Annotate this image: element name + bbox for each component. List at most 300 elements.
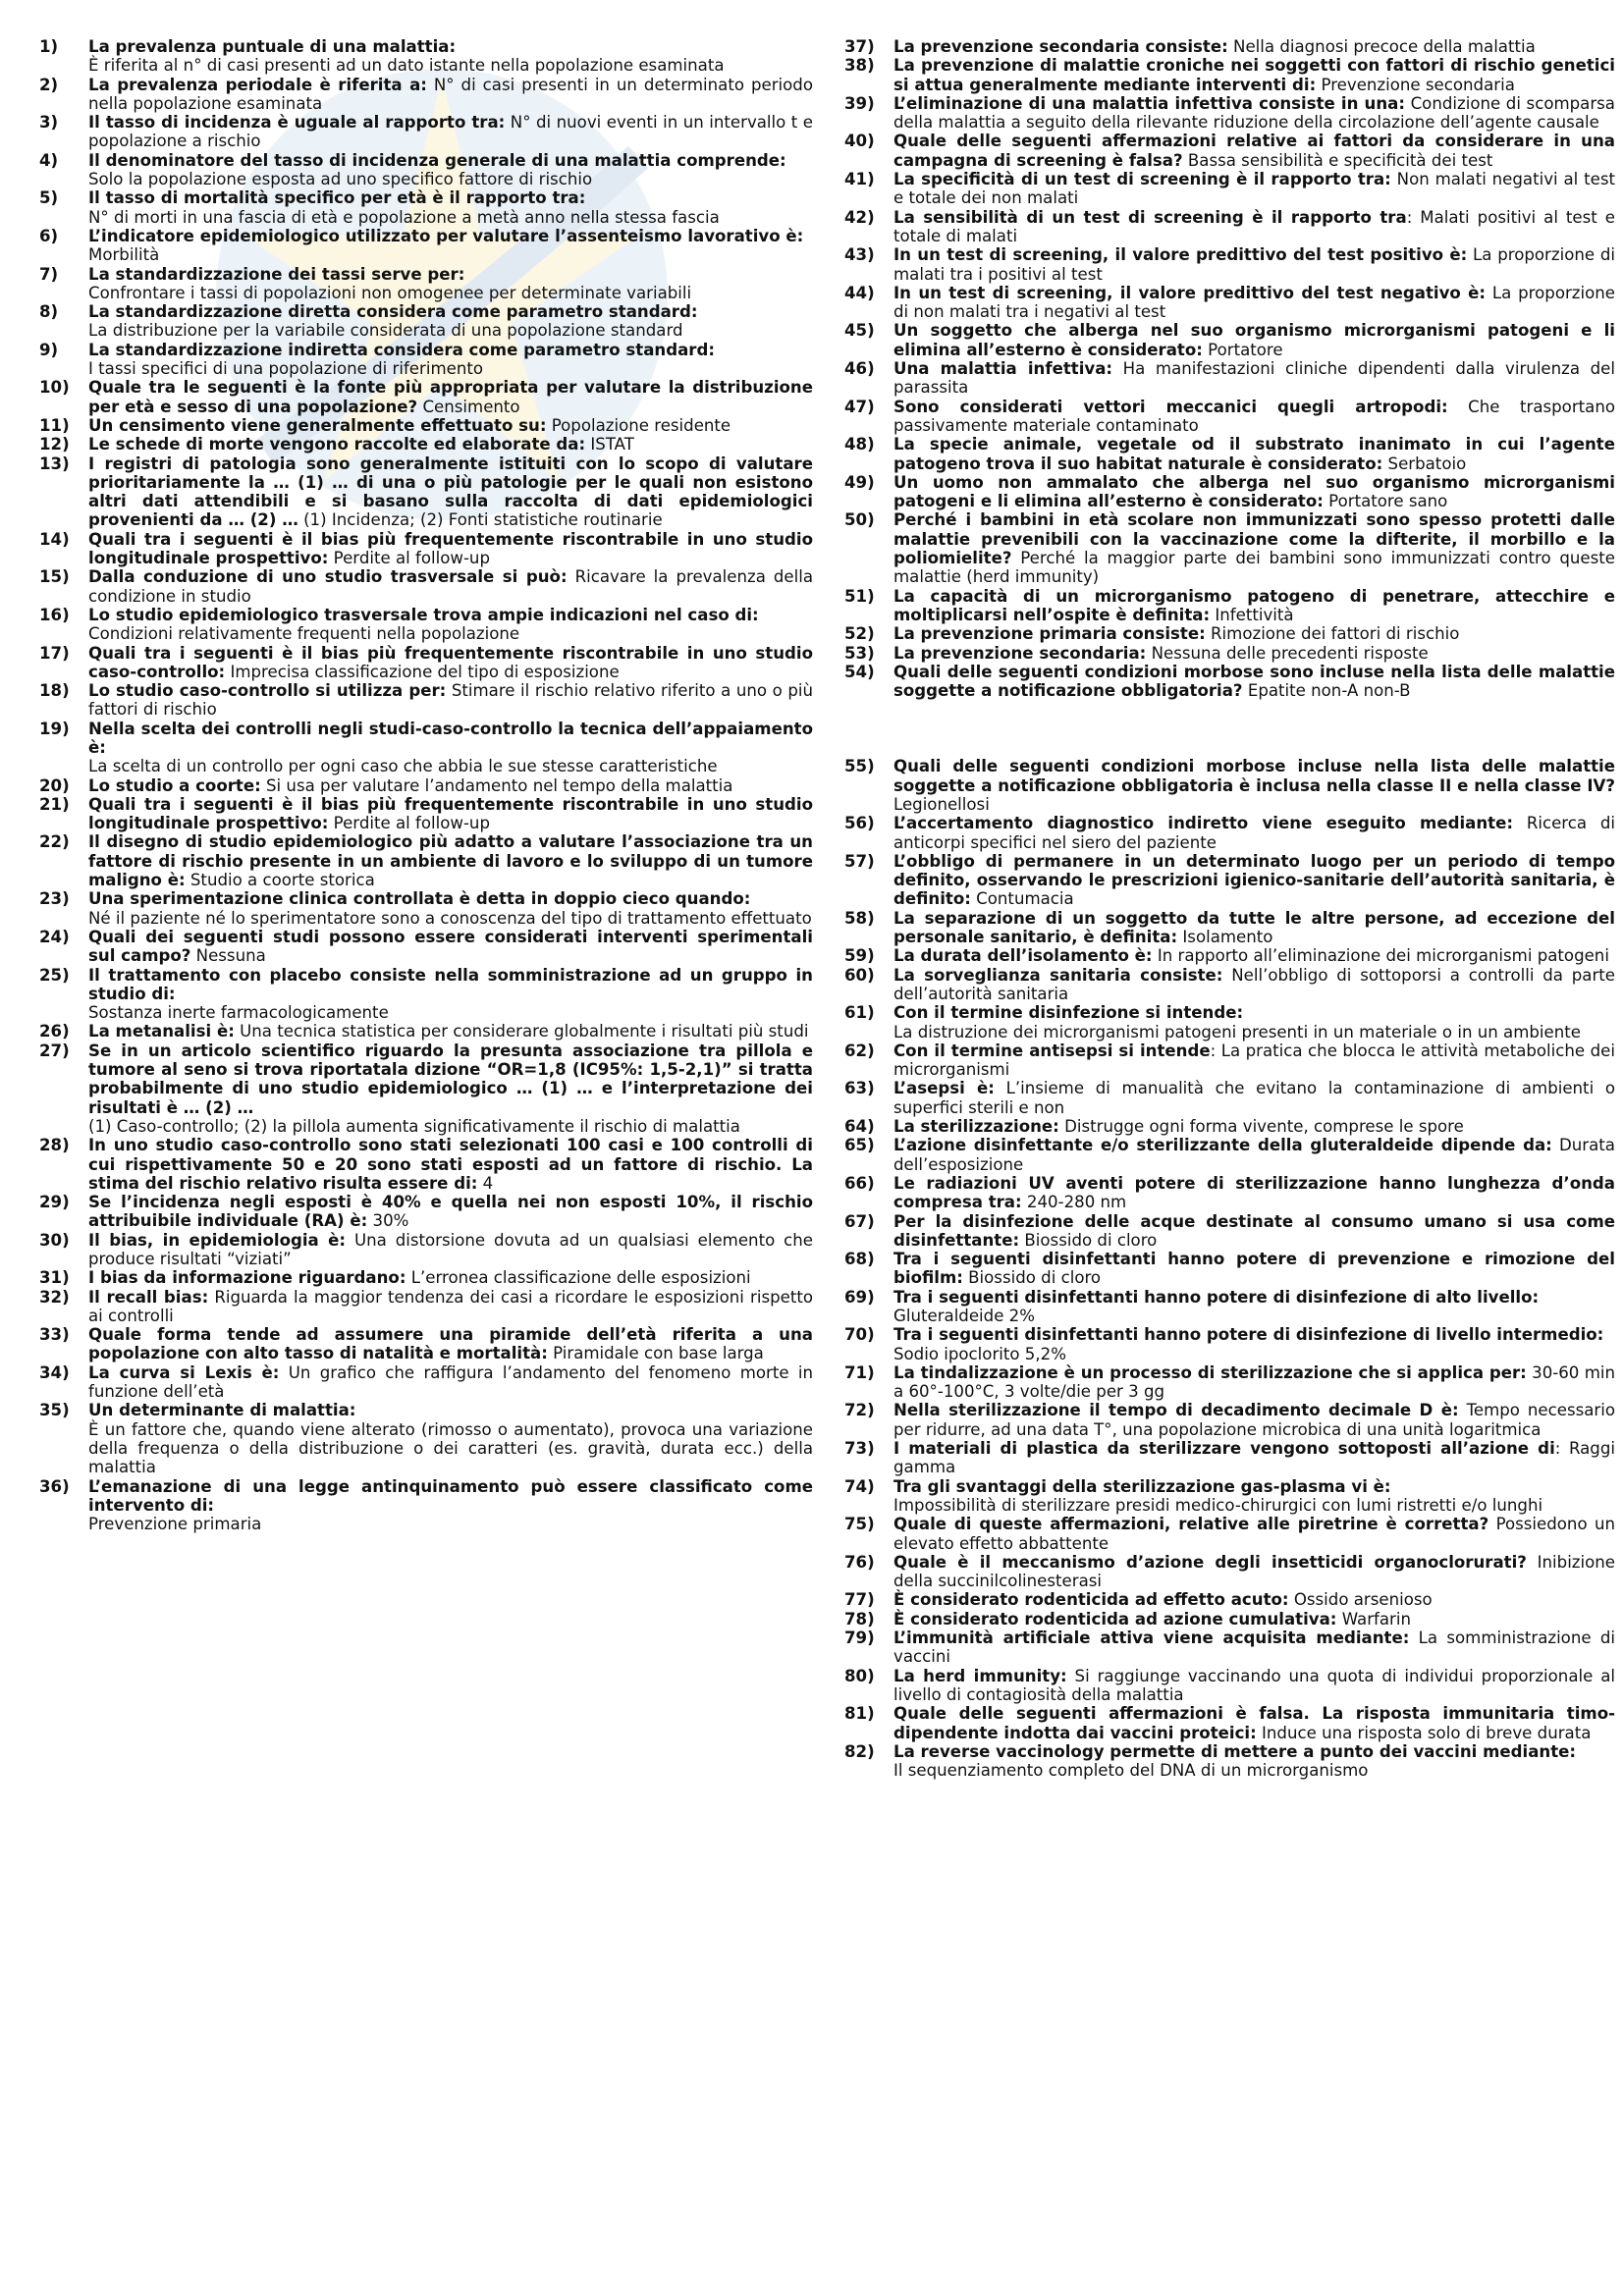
question-text: Tra i seguenti disinfettanti hanno potere di disinfezione di alto livello:	[893, 1287, 1540, 1307]
question-item	[39, 265, 813, 303]
question-item	[844, 1553, 1615, 1591]
question-text: La standardizzazione dei tassi serve per:	[88, 264, 465, 284]
question-item	[844, 1477, 1615, 1516]
question-text: In uno studio caso-controllo sono stati selezionati 100 casi e 100 controlli di cui rispettivamente 50 e 20 sono stati esposti ad un fattore di rischio. La stima del rischio relativo risulta essere di:	[88, 1136, 813, 1193]
question-item	[39, 1325, 813, 1363]
question-text: Quali delle seguenti condizioni morbose sono incluse nella lista delle malattie soggette a notificazione obbligatoria?	[893, 662, 1615, 701]
question-text: Il tasso di mortalità specifico per età è il rapporto tra:	[88, 188, 586, 208]
answer-text: Non malati negativi al test e totale dei non malati	[893, 170, 1615, 208]
question-item	[39, 889, 813, 928]
question-number: 47)	[844, 397, 875, 416]
question-text: È considerato rodenticida ad azione cumulativa:	[893, 1609, 1337, 1629]
answer-text: Induce una risposta solo di breve durata	[1256, 1723, 1592, 1742]
question-text: La sensibilità di un test di screening è il rapporto tra	[893, 207, 1407, 227]
question-text: Lo studio epidemiologico trasversale trova ampie indicazioni nel caso di:	[88, 605, 759, 624]
question-text: Il tasso di incidenza è uguale al rapporto tra:	[88, 113, 506, 133]
answer-text: Nessuna delle precedenti risposte	[1146, 643, 1429, 663]
question-item	[844, 966, 1615, 1004]
question-number: 20)	[39, 775, 70, 795]
question-number: 77)	[844, 1590, 875, 1610]
question-number: 43)	[844, 245, 875, 265]
question-text: L’indicatore epidemiologico utilizzato per valutare l’assenteismo lavorativo è:	[88, 226, 804, 245]
question-text: L’emanazione di una legge antinquinamento può essere classificato come intervento di:	[88, 1476, 813, 1515]
question-text: Il recall bias:	[88, 1287, 209, 1307]
answer-text: Studio a coorte storica	[185, 871, 375, 890]
question-item	[844, 1401, 1615, 1439]
question-item	[844, 1136, 1615, 1174]
question-text: Quale forma tende ad assumere una piramide dell’età riferita a una popolazione con alto tasso di natalità e mortalità:	[88, 1325, 813, 1363]
answer-text: Tempo necessario per ridurre, ad una data T°, una popolazione microbica di una unità logaritmica	[893, 1401, 1615, 1439]
question-text: Il disegno di studio epidemiologico più adatto a valutare l’associazione tra un fattore di rischio presente in un ambiente di lavoro e lo sviluppo di un tumore maligno è:	[88, 832, 813, 890]
question-text: Tra i seguenti disinfettanti hanno potere di prevenzione e rimozione del biofilm:	[893, 1250, 1615, 1288]
question-text: I bias da informazione riguardano:	[88, 1268, 406, 1288]
question-item	[39, 1363, 813, 1402]
question-item	[39, 606, 813, 644]
question-item	[39, 76, 813, 114]
question-item	[39, 1231, 813, 1269]
answer-text: Nessuna	[190, 946, 266, 966]
answer-text: Solo la popolazione esposta ad uno specifico fattore di rischio	[88, 170, 593, 189]
question-text: Quali tra i seguenti è il bias più frequentemente riscontrabile in uno studio caso-controllo:	[88, 643, 813, 681]
question-item	[39, 1022, 813, 1041]
question-number: 10)	[39, 378, 70, 398]
question-number: 73)	[844, 1439, 875, 1459]
question-number: 80)	[844, 1666, 875, 1685]
question-item	[844, 208, 1615, 246]
answer-text: Nell’obbligo di sottoporsi a controlli da parte dell’autorità sanitaria	[893, 965, 1615, 1003]
answer-text: La distribuzione per la variabile considerata di una popolazione standard	[88, 321, 683, 341]
answer-text: Morbilità	[88, 245, 160, 265]
answer-text: Gluteraldeide 2%	[893, 1307, 1035, 1325]
question-item	[844, 1003, 1615, 1041]
question-text: Se in un articolo scientifico riguardo la presunta associazione tra pillola e tumore al seno si trova riportatala dizione “OR=1,8 (IC95%: 1,5-2,1)” si tratta probabilmente di uno studio epidemiologico … (1) … e l’interpretazione dei risultati è … (2) …	[88, 1041, 813, 1117]
question-item	[844, 510, 1615, 586]
question-number: 19)	[39, 719, 70, 738]
answer-text: 30-60 min a 60°-100°C, 3 volte/die per 3 gg	[893, 1362, 1615, 1402]
answer-text: Ha manifestazioni cliniche dipendenti dalla virulenza del parassita	[893, 359, 1616, 398]
answer-text: La distruzione dei microrganismi patogeni presenti in un materiale o in un ambiente	[893, 1022, 1581, 1041]
question-item	[844, 473, 1615, 511]
question-item	[844, 1288, 1615, 1326]
answer-text: Né il paziente né lo sperimentatore sono a conoscenza del tipo di trattamento effettuato	[88, 908, 812, 928]
right-column	[844, 37, 1615, 1780]
question-text: Con il termine disinfezione si intende:	[893, 1003, 1244, 1023]
question-item	[39, 435, 813, 454]
question-item	[844, 946, 1615, 965]
question-number: 68)	[844, 1250, 875, 1269]
question-number: 63)	[844, 1079, 875, 1098]
answer-text: Ricavare la prevalenza della condizione in studio	[88, 567, 813, 606]
question-item	[39, 227, 813, 265]
answer-text: Sodio ipoclorito 5,2%	[893, 1344, 1066, 1363]
question-item	[844, 1325, 1615, 1363]
column-gap	[844, 700, 1615, 757]
question-text: La prevenzione di malattie croniche nei soggetti con fattori di rischio genetici si attua generalmente mediante interventi di:	[893, 56, 1615, 94]
answer-text: In rapporto all’eliminazione dei microrganismi patogeni	[1152, 946, 1609, 966]
question-item	[844, 909, 1615, 947]
question-number: 59)	[844, 946, 875, 966]
answer-text: : La pratica che blocca le attività metaboliche dei microrganismi	[893, 1041, 1615, 1080]
question-item	[844, 852, 1615, 909]
answer-text: Impossibilità di sterilizzare presidi medico-chirurgici con lumi ristretti e/o lunghi	[893, 1495, 1543, 1515]
answer-text: Che trasportano passivamente materiale contaminato	[893, 397, 1616, 435]
question-item	[844, 1041, 1615, 1080]
answer-text: Si raggiunge vaccinando una quota di individui proporzionale al livello di contagiosità della malattia	[893, 1666, 1615, 1704]
question-number: 1)	[39, 37, 59, 56]
question-number: 37)	[844, 37, 875, 56]
question-item	[39, 454, 813, 530]
question-number: 40)	[844, 132, 875, 151]
question-number: 3)	[39, 113, 59, 133]
question-text: Nella sterilizzazione il tempo di decadimento decimale D è:	[893, 1401, 1459, 1420]
answer-text: I tassi specifici di una popolazione di riferimento	[88, 359, 484, 379]
question-number: 46)	[844, 359, 875, 379]
answer-text: Perdite al follow-up	[328, 814, 490, 833]
question-item	[844, 1742, 1615, 1781]
answer-text: Contumacia	[970, 889, 1074, 909]
question-number: 7)	[39, 264, 59, 284]
question-item	[844, 624, 1615, 643]
question-text: Le schede di morte vengono raccolte ed elaborate da:	[88, 435, 586, 454]
question-text: La separazione di un soggetto da tutte le altre persone, ad eccezione del personale sanitario, è definita:	[893, 908, 1615, 947]
answer-text: (1) Incidenza; (2) Fonti statistiche routinarie	[298, 510, 663, 530]
question-item	[39, 37, 813, 76]
question-text: La metanalisi è:	[88, 1022, 235, 1041]
question-text: Nella scelta dei controlli negli studi-caso-controllo la tecnica dell’appaiamento è:	[88, 719, 813, 757]
answer-text: N° di morti in una fascia di età e popolazione a metà anno nella stessa fascia	[88, 207, 720, 227]
question-item	[844, 1363, 1615, 1402]
question-item	[844, 435, 1615, 473]
question-text: L’asepsi è:	[893, 1079, 995, 1098]
question-text: Perché i bambini in età scolare non immunizzati sono spesso protetti dalle malattie prevenibili con la vaccinazione come la difterite, il morbillo e la poliomielite?	[893, 510, 1615, 568]
question-text: Se l’incidenza negli esposti è 40% e quella nei non esposti 10%, il rischio attribuibile individuale (RA) è:	[88, 1193, 813, 1231]
question-number: 38)	[844, 56, 875, 76]
answer-text: Isolamento	[1177, 928, 1273, 947]
answer-text: Un grafico che raffigura l’andamento del fenomeno morte in funzione dell’età	[88, 1362, 814, 1402]
question-number: 64)	[844, 1117, 875, 1137]
answer-text: Durata dell’esposizione	[893, 1136, 1615, 1174]
question-number: 16)	[39, 605, 70, 624]
question-item	[39, 928, 813, 966]
question-item	[844, 1212, 1615, 1251]
answer-text: Serbatoio	[1382, 454, 1467, 473]
question-item	[844, 132, 1615, 170]
question-number: 76)	[844, 1552, 875, 1572]
question-number: 41)	[844, 170, 875, 189]
question-number: 58)	[844, 908, 875, 928]
answer-text: Prevenzione secondaria	[1316, 75, 1515, 94]
question-item	[39, 1136, 813, 1193]
question-number: 75)	[844, 1515, 875, 1534]
question-text: La standardizzazione diretta considera come parametro standard:	[88, 302, 698, 322]
question-item	[39, 1477, 813, 1534]
question-item	[39, 832, 813, 889]
question-number: 12)	[39, 435, 70, 454]
question-number: 74)	[844, 1476, 875, 1496]
question-text: Quali tra i seguenti è il bias più frequentemente riscontrabile in uno studio longitudinale prospettivo:	[88, 529, 813, 568]
question-text: I materiali di plastica da sterilizzare vengono sottoposti all’azione di	[893, 1439, 1555, 1459]
question-item	[39, 567, 813, 606]
question-item	[39, 1268, 813, 1287]
answer-text: Una distorsione dovuta ad un qualsiasi elemento che produce risultati “viziati”	[88, 1230, 813, 1268]
answer-text: Riguarda la maggior tendenza dei casi a ricordare le esposizioni rispetto ai controlli	[88, 1287, 814, 1325]
question-number: 29)	[39, 1193, 70, 1212]
question-number: 81)	[844, 1704, 875, 1724]
question-number: 45)	[844, 321, 875, 341]
question-item	[39, 1401, 813, 1476]
question-item	[844, 663, 1615, 701]
answer-text: Inibizione della succinilcolinesterasi	[893, 1552, 1616, 1591]
question-number: 36)	[39, 1476, 70, 1496]
question-number: 5)	[39, 188, 59, 208]
question-number: 33)	[39, 1325, 70, 1345]
answer-text: Possiedono un elevato effetto abbattente	[893, 1515, 1615, 1553]
question-item	[844, 587, 1615, 625]
question-number: 24)	[39, 927, 70, 946]
question-number: 8)	[39, 302, 59, 322]
question-number: 54)	[844, 662, 875, 681]
question-text: Quali dei seguenti studi possono essere considerati interventi sperimentali sul campo?	[88, 927, 813, 966]
answer-text: Sostanza inerte farmacologicamente	[88, 1003, 389, 1023]
question-text: Un censimento viene generalmente effettuato su:	[88, 415, 547, 435]
question-number: 28)	[39, 1136, 70, 1155]
question-number: 18)	[39, 681, 70, 701]
question-number: 55)	[844, 757, 875, 776]
question-item	[844, 56, 1615, 94]
answer-text: Ricerca di anticorpi specifici nel siero del paziente	[893, 814, 1615, 852]
question-number: 52)	[844, 624, 875, 644]
question-item	[39, 188, 813, 227]
answer-text: Condizioni relativamente frequenti nella popolazione	[88, 624, 520, 644]
question-number: 9)	[39, 340, 59, 359]
question-number: 26)	[39, 1022, 70, 1041]
question-text: Tra i seguenti disinfettanti hanno potere di disinfezione di livello intermedio:	[893, 1325, 1604, 1345]
answer-text: Biossido di cloro	[962, 1268, 1102, 1288]
question-number: 49)	[844, 472, 875, 492]
question-text: Lo studio a coorte:	[88, 775, 261, 795]
right-column-part-2	[844, 757, 1615, 1780]
question-text: Sono considerati vettori meccanici quegli artropodi:	[893, 397, 1448, 416]
answer-text: Prevenzione primaria	[88, 1515, 262, 1534]
answer-text: N° di casi presenti in un determinato periodo nella popolazione esaminata	[88, 75, 813, 113]
answer-text: Rimozione dei fattori di rischio	[1205, 624, 1460, 644]
question-number: 53)	[844, 643, 875, 663]
question-number: 25)	[39, 965, 70, 985]
question-number: 2)	[39, 75, 59, 94]
question-number: 62)	[844, 1041, 875, 1060]
question-text: In un test di screening, il valore predittivo del test positivo è:	[893, 245, 1468, 265]
question-item	[39, 416, 813, 435]
question-text: Quale delle seguenti affermazioni relative ai fattori da considerare in una campagna di screening è falsa?	[893, 132, 1615, 170]
question-number: 50)	[844, 510, 875, 530]
answer-text: Stimare il rischio relativo riferito a uno o più fattori di rischio	[88, 681, 813, 720]
answer-text: È un fattore che, quando viene alterato (rimosso o aumentato), provoca una variazione della frequenza o della distribuzione o dei caratteri (es. gravità, durata ecc.) della malattia	[88, 1419, 813, 1477]
question-item	[844, 1590, 1615, 1609]
question-number: 21)	[39, 794, 70, 814]
question-text: Le radiazioni UV aventi potere di sterilizzazione hanno lunghezza d’onda compresa tra:	[893, 1173, 1615, 1212]
answer-text: Censimento	[417, 397, 520, 416]
question-number: 56)	[844, 814, 875, 833]
question-item	[39, 1041, 813, 1136]
question-text: La sterilizzazione:	[893, 1117, 1059, 1137]
question-text: L’accertamento diagnostico indiretto viene eseguito mediante:	[893, 814, 1513, 833]
answer-text: (1) Caso-controllo; (2) la pillola aumenta significativamente il rischio di malattia	[88, 1116, 740, 1136]
question-item	[844, 37, 1615, 56]
answer-text: Bassa sensibilità e specificità dei test	[1182, 150, 1493, 170]
question-item	[844, 757, 1615, 814]
question-item	[844, 94, 1615, 133]
question-text: La prevalenza periodale è riferita a:	[88, 75, 427, 94]
question-text: Quale di queste affermazioni, relative alle piretrine è corretta?	[893, 1515, 1489, 1534]
question-number: 27)	[39, 1041, 70, 1060]
question-item	[844, 398, 1615, 436]
question-item	[844, 321, 1615, 359]
question-text: L’azione disinfettante e/o sterilizzante della gluteraldeide dipende da:	[893, 1136, 1552, 1155]
question-text: Un determinante di malattia:	[88, 1401, 356, 1420]
question-item	[844, 170, 1615, 208]
answer-text: Piramidale con base larga	[547, 1344, 764, 1363]
question-number: 6)	[39, 226, 59, 245]
answer-text: Portatore sano	[1323, 492, 1448, 511]
answer-text: Il sequenziamento completo del DNA di un microrganismo	[893, 1761, 1369, 1781]
question-text: Una sperimentazione clinica controllata è detta in doppio cieco quando:	[88, 889, 751, 909]
question-text: La sorveglianza sanitaria consiste:	[893, 965, 1223, 985]
answer-text: La scelta di un controllo per ogni caso che abbia le sue stesse caratteristiche	[88, 757, 718, 776]
question-text: Quale è il meccanismo d’azione degli insetticidi organoclorurati?	[893, 1552, 1527, 1572]
answer-text: Legionellosi	[893, 794, 990, 814]
answer-text: Popolazione residente	[546, 415, 731, 435]
answer-text: Biossido di cloro	[1019, 1230, 1158, 1250]
question-text: In un test di screening, il valore predittivo del test negativo è:	[893, 283, 1487, 302]
right-column-part-1	[844, 37, 1615, 700]
question-item	[39, 720, 813, 776]
question-number: 70)	[844, 1325, 875, 1345]
question-text: L’obbligo di permanere in un determinato luogo per un periodo di tempo definito, osservando le prescrizioni igienico-sanitarie dell’autorità sanitaria, è definito:	[893, 851, 1615, 909]
answer-text: : Raggi gamma	[893, 1439, 1615, 1477]
question-number: 30)	[39, 1230, 70, 1250]
answer-text: ISTAT	[585, 435, 634, 454]
answer-text: L’erronea classificazione delle esposizioni	[406, 1268, 751, 1288]
answer-text: Epatite non-A non-B	[1242, 681, 1411, 701]
question-item	[844, 1610, 1615, 1629]
question-number: 71)	[844, 1362, 875, 1382]
question-number: 4)	[39, 150, 59, 170]
answer-text: L’insieme di manualità che evitano la contaminazione di ambienti o superfici sterili e non	[893, 1079, 1615, 1117]
question-number: 22)	[39, 832, 70, 852]
question-number: 39)	[844, 93, 875, 113]
question-item	[844, 1704, 1615, 1742]
answer-text: Nella diagnosi precoce della malattia	[1227, 37, 1536, 56]
question-item	[39, 530, 813, 568]
question-text: Il bias, in epidemiologia è:	[88, 1230, 347, 1250]
question-number: 31)	[39, 1268, 70, 1288]
question-number: 48)	[844, 435, 875, 454]
question-number: 11)	[39, 415, 70, 435]
question-number: 15)	[39, 567, 70, 587]
question-item	[844, 359, 1615, 398]
question-item	[844, 1667, 1615, 1705]
question-text: I registri di patologia sono generalmente istituiti con lo scopo di valutare prioritariamente la … (1) … di una o più patologie per le quali non esistono altri dati attendibili e si basano sulla raccolta di dati epidemiologici provenienti da … (2) …	[88, 454, 813, 530]
question-text: Il denominatore del tasso di incidenza generale di una malattia comprende:	[88, 150, 786, 170]
question-text: Quali tra i seguenti è il bias più frequentemente riscontrabile in uno studio longitudinale prospettivo:	[88, 794, 813, 833]
answer-text: Infettività	[1210, 605, 1294, 624]
question-item	[39, 776, 813, 795]
question-number: 23)	[39, 889, 70, 909]
question-item	[844, 644, 1615, 663]
question-text: Una malattia infettiva:	[893, 359, 1113, 379]
answer-text: Una tecnica statistica per considerare globalmente i risultati più studi	[234, 1022, 809, 1041]
answer-text: È riferita al n° di casi presenti ad un dato istante nella popolazione esaminata	[88, 56, 725, 76]
question-number: 13)	[39, 454, 70, 473]
question-item	[39, 151, 813, 189]
question-item	[844, 814, 1615, 852]
answer-text: Si usa per valutare l’andamento nel tempo della malattia	[260, 775, 733, 795]
question-text: Un soggetto che alberga nel suo organismo microrganismi patogeni e li elimina all’esterno è considerato:	[893, 321, 1615, 359]
question-item	[39, 966, 813, 1023]
question-number: 35)	[39, 1401, 70, 1420]
question-number: 79)	[844, 1629, 875, 1648]
question-text: Un uomo non ammalato che alberga nel suo organismo microrganismi patogeni e li elimina all’esterno è considerato:	[893, 472, 1615, 511]
question-number: 51)	[844, 586, 875, 606]
question-text: Quali delle seguenti condizioni morbose incluse nella lista delle malattie soggette a notificazione obbligatoria è inclusa nella classe II e nella classe IV?	[893, 757, 1615, 795]
question-number: 69)	[844, 1287, 875, 1307]
question-text: La prevenzione secondaria consiste:	[893, 37, 1228, 56]
question-item	[844, 1117, 1615, 1136]
answer-text: La proporzione di malati tra i positivi al test	[893, 245, 1616, 284]
answer-text: 240-280 nm	[1021, 1193, 1127, 1212]
question-text: Lo studio caso-controllo si utilizza per:	[88, 681, 447, 701]
question-item	[844, 1250, 1615, 1288]
question-text: La specie animale, vegetale od il substrato inanimato in cui l’agente patogeno trova il suo habitat naturale è considerato:	[893, 435, 1615, 473]
question-text: Il trattamento con placebo consiste nella somministrazione ad un gruppo in studio di:	[88, 965, 813, 1003]
answer-text: Condizione di scomparsa della malattia a seguito della rilevante riduzione della circolazione dell’agente causale	[893, 93, 1615, 133]
question-text: È considerato rodenticida ad effetto acuto:	[893, 1590, 1289, 1610]
question-item	[39, 302, 813, 341]
question-item	[844, 1174, 1615, 1212]
question-item	[39, 1288, 813, 1326]
question-text: L’immunità artificiale attiva viene acquisita mediante:	[893, 1629, 1410, 1648]
question-text: La capacità di un microrganismo patogeno di penetrare, attecchire e moltiplicarsi nell’ospite è definita:	[893, 586, 1615, 624]
question-text: La durata dell’isolamento è:	[893, 946, 1153, 966]
question-number: 34)	[39, 1362, 70, 1382]
question-text: L’eliminazione di una malattia infettiva consiste in una:	[893, 93, 1405, 113]
question-number: 44)	[844, 283, 875, 302]
question-number: 61)	[844, 1003, 875, 1023]
question-number: 78)	[844, 1609, 875, 1629]
question-text: La reverse vaccinology permette di mettere a punto dei vaccini mediante:	[893, 1741, 1577, 1761]
question-text: Per la disinfezione delle acque destinate al consumo umano si usa come disinfettante:	[893, 1211, 1615, 1250]
question-number: 60)	[844, 965, 875, 985]
question-text: La prevalenza puntuale di una malattia:	[88, 37, 457, 56]
question-number: 66)	[844, 1173, 875, 1193]
answer-text: Distrugge ogni forma vivente, comprese le spore	[1058, 1117, 1464, 1137]
question-number: 17)	[39, 643, 70, 663]
question-number: 32)	[39, 1287, 70, 1307]
question-text: Quale tra le seguenti è la fonte più appropriata per valutare la distribuzione per età e sesso di una popolazione?	[88, 378, 813, 416]
question-item	[39, 341, 813, 379]
question-number: 14)	[39, 529, 70, 549]
answer-text: Imprecisa classificazione del tipo di esposizione	[225, 662, 620, 681]
answer-text: 30%	[367, 1211, 409, 1231]
question-number: 42)	[844, 207, 875, 227]
question-item	[844, 245, 1615, 284]
answer-text: N° di nuovi eventi in un intervallo t e popolazione a rischio	[88, 113, 814, 151]
question-text: La tindalizzazione è un processo di sterilizzazione che si applica per:	[893, 1362, 1527, 1382]
answer-text: Portatore	[1202, 340, 1283, 359]
question-item	[39, 681, 813, 720]
answer-text: : Malati positivi al test e totale di malati	[893, 207, 1616, 245]
answer-text: La somministrazione di vaccini	[893, 1629, 1615, 1667]
